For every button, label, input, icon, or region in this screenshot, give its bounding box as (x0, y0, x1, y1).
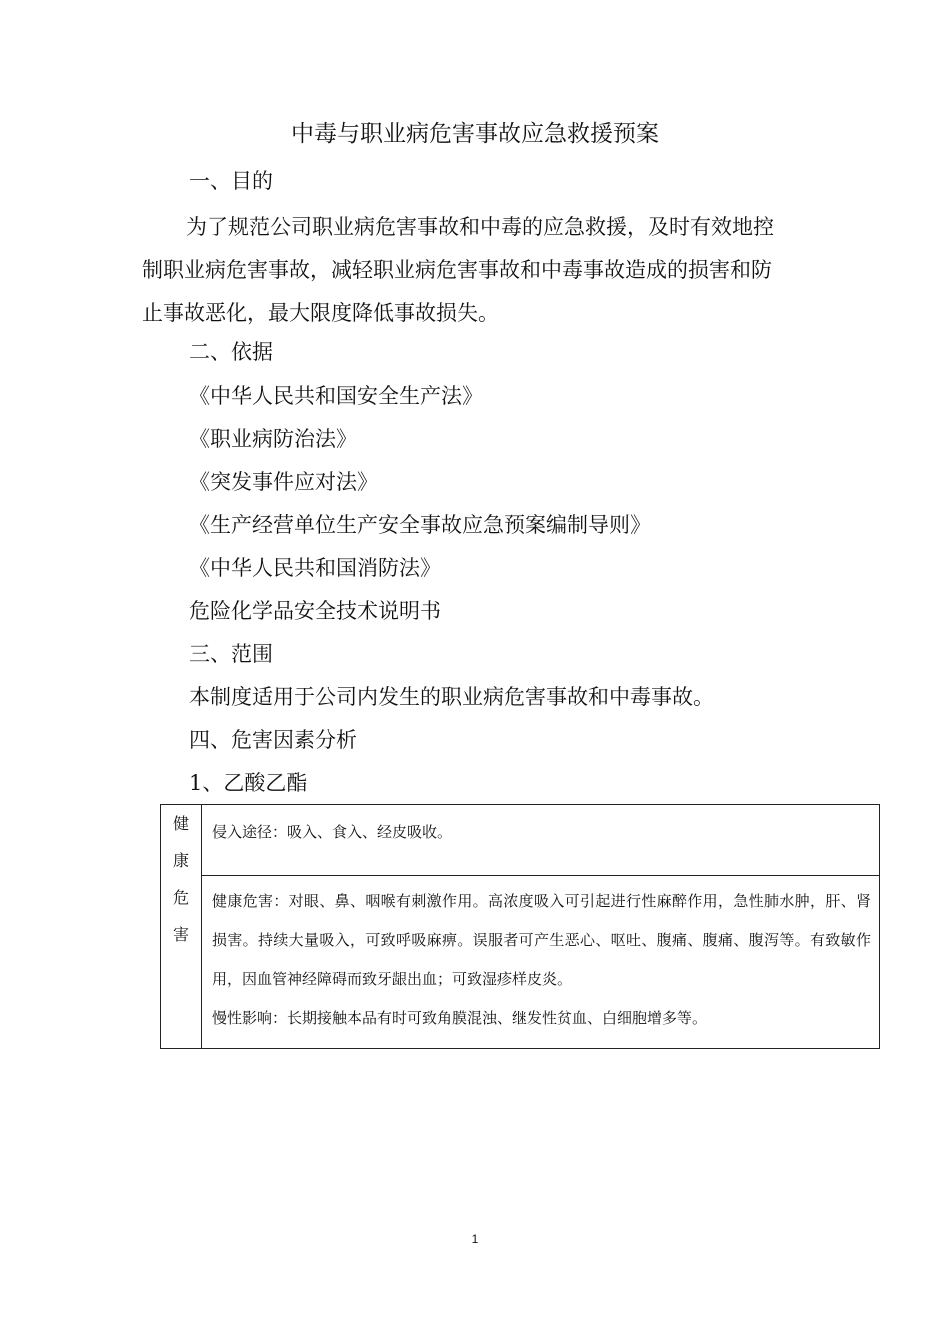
scope-text: 本制度适用于公司内发生的职业病危害事故和中毒事故。 (189, 685, 714, 709)
exposure-route-cell: 侵入途径：吸入、食入、经皮吸收。 (202, 805, 880, 876)
scope-heading: 三、范围 (189, 642, 273, 666)
purpose-heading: 一、目的 (189, 169, 273, 193)
health-hazard-text: 健康危害：对眼、鼻、咽喉有刺激作用。高浓度吸入可引起进行性麻醉作用，急性肺水肿，肝、肾损害。持续大量吸入，可致呼吸麻痹。误服者可产生恶心、呕吐、腹痛、腹痛、腹泻等。有致敏作用，因血管神经障碍而致牙龈出血；可致湿疹样皮炎。 (212, 892, 871, 988)
purpose-line-2: 制职业病危害事故，减轻职业病危害事故和中毒事故造成的损害和防 (142, 258, 772, 282)
side-label-char: 危 (172, 888, 189, 907)
purpose-line-1: 为了规范公司职业病危害事故和中毒的应急救援，及时有效地控 (186, 215, 774, 239)
hazard-analysis-heading: 四、危害因素分析 (189, 728, 357, 752)
basis-item: 《中华人民共和国消防法》 (189, 556, 441, 580)
health-hazard-detail-cell (202, 876, 880, 1049)
basis-item: 《突发事件应对法》 (189, 470, 378, 494)
purpose-paragraph (142, 206, 832, 335)
side-label-char: 康 (172, 851, 189, 870)
purpose-line-3: 止事故恶化，最大限度降低事故损失。 (142, 301, 499, 325)
basis-heading: 二、依据 (189, 340, 273, 364)
basis-item: 《职业病防治法》 (189, 427, 357, 451)
health-hazard-side-label (161, 805, 202, 1049)
basis-item: 危险化学品安全技术说明书 (189, 599, 441, 623)
side-label-char: 害 (172, 925, 189, 944)
substance-heading: 1、乙酸乙酯 (189, 771, 308, 795)
side-label-char: 健 (172, 814, 189, 833)
basis-item: 《中华人民共和国安全生产法》 (189, 384, 483, 408)
chronic-effect-text: 慢性影响：长期接触本品有时可致角膜混浊、继发性贫血、白细胞增多等。 (212, 1009, 708, 1027)
document-title: 中毒与职业病危害事故应急救援预案 (291, 121, 659, 147)
health-hazard-table (160, 804, 880, 1049)
basis-item: 《生产经营单位生产安全事故应急预案编制导则》 (189, 513, 651, 537)
page-number: 1 (471, 1232, 479, 1246)
